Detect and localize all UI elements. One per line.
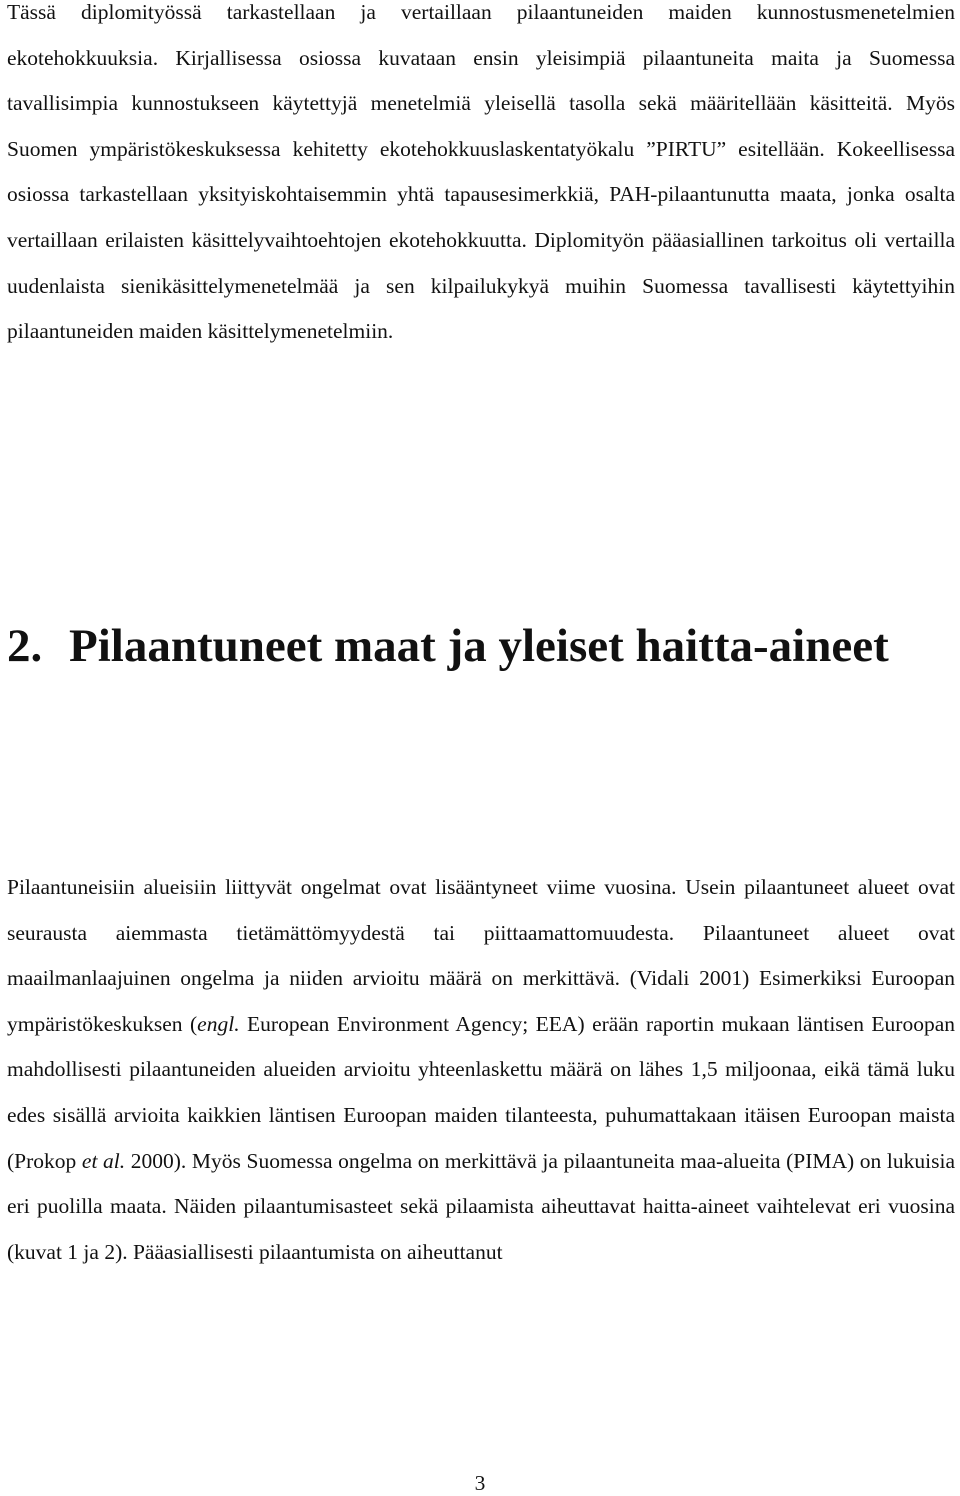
section-number: 2. [7, 620, 43, 672]
section-title: Pilaantuneet maat ja yleiset haitta-aineet [69, 620, 889, 672]
body-text-part-1: Pilaantuneisiin alueisiin liittyvät ongelmat ovat lisääntyneet viime vuosina. Usein pilaantuneet alueet ovat seurausta aiemmasta tietämättömyydestä tai piittaamattomuudesta. Pilaantuneet alueet ovat maailmanlaajuinen ongelma ja niiden arvioitu määrä on merkittävä. (Vidali 2001) Esimerkiksi Euroopan ympäristökeskuksen ( [7, 875, 955, 1036]
body-text-part-2: European Environment Agency; EEA) erään raportin mukaan läntisen Euroopan mahdollisesti pilaantuneiden alueiden arvioitu yhteenlaskettu määrä on lähes 1,5 miljoonaa, eikä tämä luku edes sisällä arvioita kaikkien läntisen Euroopan maiden tilanteesta, puhumattakaan itäisen Euroopan maista (Prokop [7, 1011, 955, 1173]
body-text-part-3: 2000). Myös Suomessa ongelma on merkittävä ja pilaantuneita maa-alueita (PIMA) on lukuisia eri puolilla maata. Näiden pilaantumisasteet sekä pilaamista aiheuttavat haitta-aineet vaihtelevat eri vuosina (kuvat 1 ja 2). Pääasiallisesti pilaantumista on aiheuttanut [7, 1148, 955, 1264]
body-paragraph [7, 865, 955, 1275]
body-text-italic-engl: engl. [197, 1011, 240, 1036]
body-text-italic-et-al: et al. [81, 1148, 126, 1173]
intro-paragraph: Tässä diplomityössä tarkastellaan ja vertaillaan pilaantuneiden maiden kunnostusmenetelmien ekotehokkuuksia. Kirjallisessa osiossa kuvataan ensin yleisimpiä pilaantuneita maita ja Suomessa tavallisimpia kunnostukseen käytettyjä menetelmiä yleisellä tasolla sekä määritellään käsitteitä. Myös Suomen ympäristökeskuksessa kehitetty ekotehokkuuslaskentatyökalu ”PIRTU” esitellään. Kokeellisessa osiossa tarkastellaan yksityiskohtaisemmin yhtä tapausesimerkkiä, PAH-pilaantunutta maata, jonka osalta vertaillaan erilaisten käsittelyvaihtoehtojen ekotehokkuutta. Diplomityön pääasiallinen tarkoitus oli vertailla uudenlaista sienikäsittelymenetelmää ja sen kilpailukykyä muihin Suomessa tavallisesti käytettyihin pilaantuneiden maiden käsittelymenetelmiin. [7, 0, 955, 344]
section-heading [7, 596, 955, 696]
page-number: 3 [474, 1471, 486, 1495]
